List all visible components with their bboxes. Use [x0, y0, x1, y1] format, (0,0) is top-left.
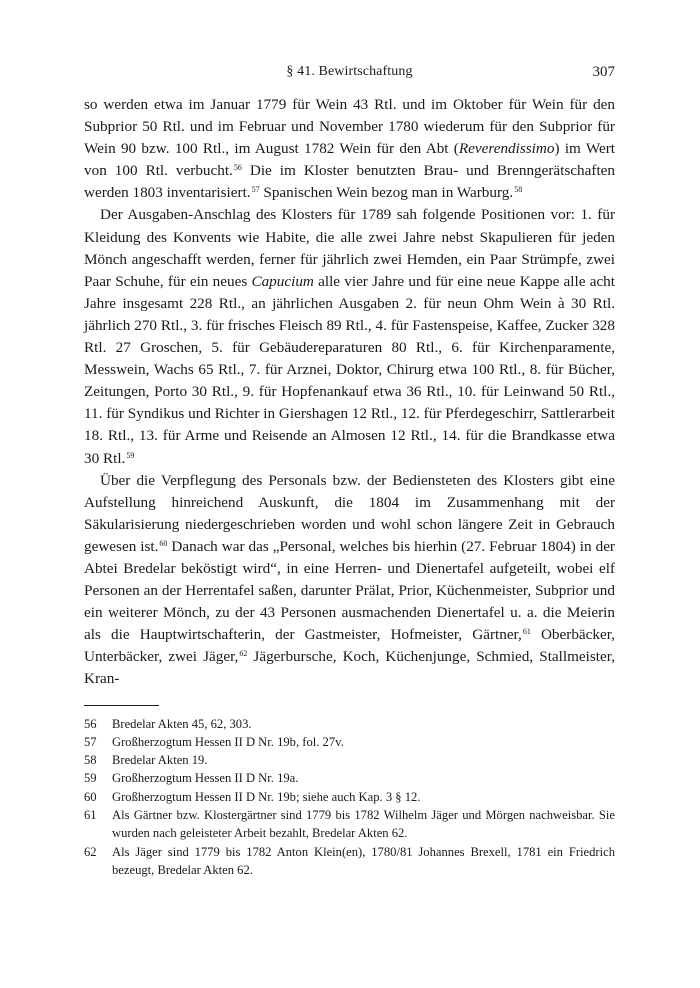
text-run: Spanischen Wein bezog man in Warburg. [259, 184, 514, 202]
footnote-number: 58 [84, 753, 97, 768]
footnotes [84, 715, 615, 880]
footnote [84, 769, 615, 787]
text-run: alle vier Jahre und für eine neue Kappe alle acht Jahre insgesamt 228 Rtl., an jährlichen Ausgaben 2. für neun Ohm Wein à 30 Rtl. jährlich 270 Rtl., 3. für frisches Fleisch 89 Rtl., 4. für Fastenspeise, Kaffee, Zucker 328 Rtl. 27 Groschen, 5. für Gebäudereparaturen 80 Rtl., 6. für Kirchenparamente, Messwein, Wachs 65 Rtl., 7. für Arznei, Doktor, Chirurg etwa 100 Rtl., 8. für Bücher, Zeitungen, Porto 30 Rtl., 9. für Hopfenankauf etwa 36 Rtl., 10. für Leinwand 50 Rtl., 11. für Syndikus und Richter in Giershagen 12 Rtl., 12. für Pferdegeschirr, Sattlerarbeit 18. Rtl., 13. für Arme und Reisende an Almosen 12 Rtl., 14. für die Brandkasse etwa 30 Rtl. [84, 272, 615, 467]
text-run: ) im Wert von 100 Rtl. verbucht. [84, 140, 615, 180]
text-run: Die im Kloster benutzten Brau- und Brenngerätschaften werden 1803 inventarisiert. [84, 162, 615, 202]
text-run: Danach war das „Personal, welches bis hierhin (27. Februar 1804) in der Abtei Bredelar beköstigt wird“, in eine Herren- und Dienertafel aufgeteilt, wobei elf Personen an der Herrentafel saßen, darunter Prälat, Prior, Küchenmeister, Subprior und ein weiterer Mönch, zu der 43 Personen ausmachenden Dienertafel u. a. die Meierin als die Hauptwirtschafterin, der Gastmeister, Hofmeister, Gärtner, [84, 537, 615, 644]
footnote-ref: 62 [239, 649, 248, 659]
footnote-ref: 58 [514, 185, 523, 195]
text-run: so werden etwa im Januar 1779 für Wein 43 Rtl. und im Oktober für Wein für den Subprior 50 Rtl. und im Februar und November 1780 wiederum für den Subprior für Wein 90 bzw. 100 Rtl., im August 1782 Wein für den Abt ( [84, 96, 615, 158]
footnote-text: Bredelar Akten 45, 62, 303. [112, 716, 252, 731]
footnote-text: Als Jäger sind 1779 bis 1782 Anton Klein(en), 1780/81 Johannes Brexell, 1781 ein Friedrich bezeugt, Bredelar Akten 62. [112, 844, 615, 877]
footnote-ref: 61 [522, 627, 531, 637]
text-run: Der Ausgaben-Anschlag des Klosters für 1789 sah folgende Positionen vor: 1. für Kleidung des Konvents wie Habite, die alle zwei Jahre nebst Skapulieren für jeden Mönch angeschafft werden, ferner für jährlich zwei Hemden, ein Paar Strümpfe, zwei Paar Schuhe, für ein neues [84, 206, 615, 290]
footnote [84, 715, 615, 733]
footnote-text: Großherzogtum Hessen II D Nr. 19b; siehe auch Kap. 3 § 12. [112, 789, 421, 804]
italic-term: Capucium [251, 272, 314, 290]
footnote [84, 788, 615, 806]
footnote-number: 59 [84, 771, 97, 786]
footnote [84, 806, 615, 843]
page-number: 307 [592, 64, 615, 80]
footnote-text: Großherzogtum Hessen II D Nr. 19a. [112, 771, 299, 786]
footnote-divider [84, 705, 159, 706]
running-head: § 41. Bewirtschaftung [286, 64, 413, 79]
footnote-number: 56 [84, 716, 97, 731]
footnote-ref: 59 [126, 450, 135, 460]
footnote-number: 57 [84, 734, 97, 749]
body-text [84, 94, 615, 691]
footnote-text: Als Gärtner bzw. Klostergärtner sind 1779 bis 1782 Wilhelm Jäger und Mörgen nachweisbar. Sie wurden nach geleisteter Arbeit bezahlt, Bredelar Akten 62. [112, 808, 615, 841]
footnote-text: Großherzogtum Hessen II D Nr. 19b, fol. 27v. [112, 734, 344, 749]
footnote-number: 60 [84, 789, 97, 804]
footnote-ref: 60 [159, 538, 168, 548]
footnote [84, 843, 615, 880]
footnote-ref: 57 [251, 185, 260, 195]
paragraph [84, 470, 615, 691]
text-run: Über die Verpflegung des Personals bzw. der Bediensteten des Klosters gibt eine Aufstellung hinreichend Auskunft, die 1804 im Zusammenhang mit der Säkularisierung niedergeschrieben worden und wohl schon längere Zeit in Gebrauch gewesen ist. [84, 471, 615, 555]
paragraph [84, 94, 615, 204]
italic-term: Reverendissimo [458, 140, 555, 158]
footnote-text: Bredelar Akten 19. [112, 753, 208, 768]
text-run: Jägerbursche, Koch, Küchenjunge, Schmied, Stallmeister, Kran- [84, 648, 616, 688]
book-page [84, 62, 615, 879]
paragraph [84, 204, 615, 469]
text-run: Oberbäcker, Unterbäcker, zwei Jäger, [84, 626, 615, 666]
footnote [84, 751, 615, 769]
footnote [84, 733, 615, 751]
page-header [84, 62, 615, 82]
footnote-number: 62 [84, 844, 97, 859]
footnote-ref: 56 [233, 163, 242, 173]
footnote-number: 61 [84, 808, 97, 823]
